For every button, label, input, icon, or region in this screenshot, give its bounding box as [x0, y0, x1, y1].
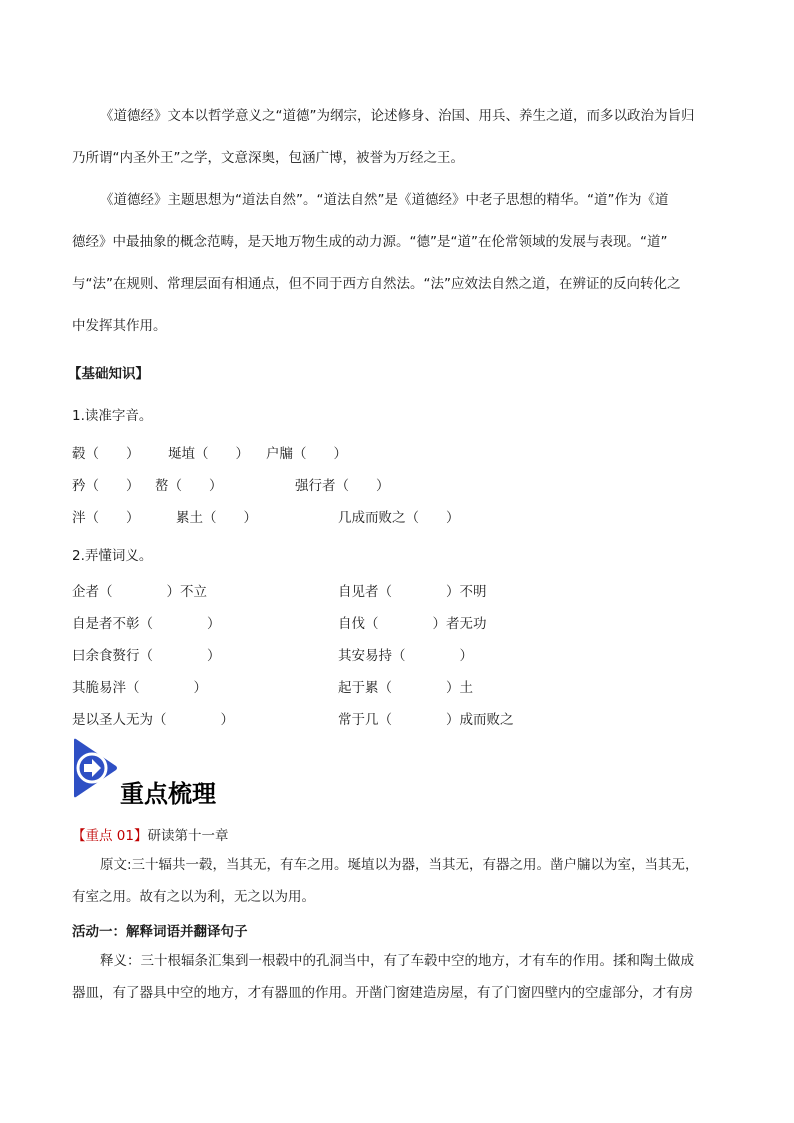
text-line: 德经》中最抽象的概念范畴，是天地万物生成的动力源。“德”是“道”在伦常领域的发展与表现。“道” [72, 234, 668, 250]
vocab-item: 自见者（ ）不明 [338, 584, 487, 600]
vocab-item: 起于累（ ）土 [338, 680, 473, 696]
question-vocabulary: 2.弄懂词义。 [72, 548, 153, 564]
text-line: 释义：三十根辐条汇集到一根毂中的孔洞当中，有了车毂中空的地方，才有车的作用。揉和陶土做成 [100, 953, 694, 969]
pron-item: 户牖（ ） [266, 446, 347, 462]
text-line: 《道德经》主题思想为“道法自然”。“道法自然”是《道德经》中老子思想的精华。“道”作为《道 [100, 192, 669, 208]
text-line: 原文:三十辐共一毂，当其无，有车之用。埏埴以为器，当其无，有器之用。凿户牖以为室，当其无， [100, 857, 699, 873]
arrow-right-icon [72, 738, 118, 798]
vocab-item: 曰余食赘行（ ） [72, 648, 221, 664]
text-line: 《道德经》文本以哲学意义之“道德”为纲宗，论述修身、治国、用兵、养生之道，而多以政治为旨归 [100, 108, 695, 124]
activity-heading: 活动一：解释词语并翻译句子 [72, 924, 248, 940]
vocab-item: 常于几（ ）成而败之 [338, 712, 514, 728]
intro-paragraph-2 [72, 186, 726, 354]
text-line: 有室之用。故有之以为利，无之以为用。 [72, 889, 315, 905]
pron-item: 几成而败之（ ） [338, 510, 460, 526]
intro-paragraph-1 [72, 102, 726, 186]
pron-item: 矜（ ） [72, 478, 140, 494]
original-text [72, 852, 726, 916]
text-line: 与“法”在规则、常理层面有相通点，但不同于西方自然法。“法”应效法自然之道，在辨证的反向转化之 [72, 276, 681, 292]
pron-item: 累土（ ） [176, 510, 257, 526]
text-line: 器皿，有了器具中空的地方，才有器皿的作用。开凿门窗建造房屋，有了门窗四壁内的空虚部分，才有房 [72, 985, 693, 1001]
vocab-item: 是以圣人无为（ ） [72, 712, 234, 728]
basics-heading: 【基础知识】 [68, 366, 149, 382]
key-point-label: 【重点 01】 [72, 828, 148, 844]
explanation-text [72, 948, 726, 1012]
pron-item: 毂（ ） [72, 446, 140, 462]
question-pronunciation: 1.读准字音。 [72, 408, 153, 424]
vocab-item: 其脆易泮（ ） [72, 680, 207, 696]
vocab-item: 自伐（ ）者无功 [338, 616, 487, 632]
pron-item: 埏埴（ ） [168, 446, 249, 462]
vocab-item: 企者（ ）不立 [72, 584, 207, 600]
text-line: 乃所谓“内圣外王”之学，文意深奥，包涵广博，被誉为万经之王。 [72, 150, 464, 166]
pron-item: 嶅（ ） [155, 478, 223, 494]
pron-item: 泮（ ） [72, 510, 140, 526]
section-title: 重点梳理 [120, 779, 216, 808]
pron-item: 强行者（ ） [295, 478, 390, 494]
key-point-title: 研读第十一章 [147, 828, 229, 844]
text-line: 中发挥其作用。 [72, 318, 167, 334]
vocab-item: 其安易持（ ） [338, 648, 473, 664]
vocab-item: 自是者不彰（ ） [72, 616, 221, 632]
key-point-header [72, 824, 228, 844]
